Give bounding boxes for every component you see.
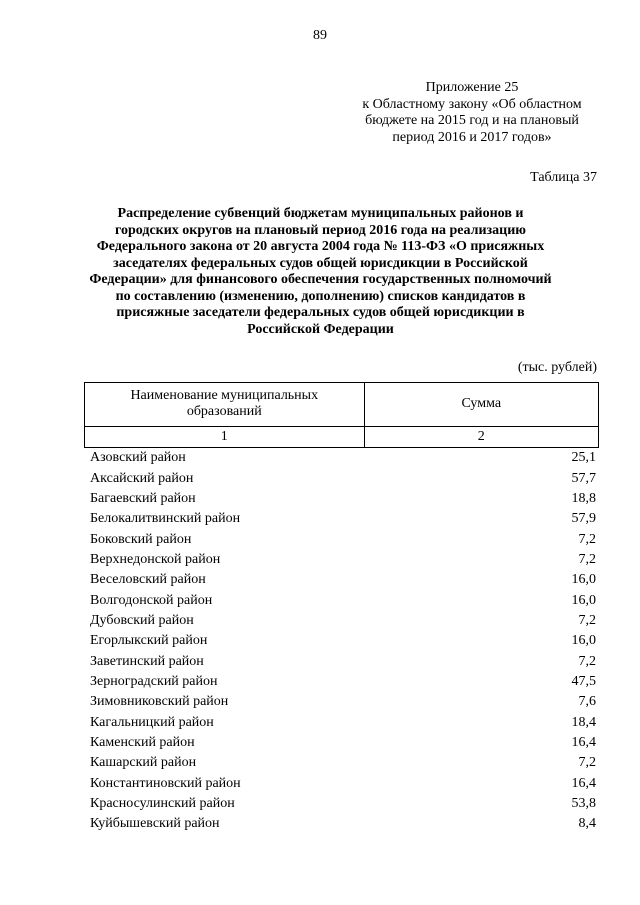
table-row [84, 611, 599, 631]
table-row [84, 651, 599, 671]
header-name-line: образований [186, 404, 262, 420]
title-line: присяжные заседатели федеральных судов общей юрисдикции в [116, 305, 525, 320]
amount-value: 7,2 [578, 612, 596, 628]
amount-value: 18,4 [571, 714, 596, 730]
district-name: Азовский район [90, 450, 186, 466]
amount-value: 7,6 [578, 694, 596, 710]
table-row [84, 509, 599, 529]
appendix-line: Приложение 25 [425, 80, 519, 95]
column-number-1: 1 [85, 426, 365, 447]
table-row [84, 489, 599, 509]
appendix-line: к Областному закону «Об областном [362, 96, 582, 112]
amount-value: 16,4 [571, 775, 596, 791]
title-line: городских округов на плановый период 2016 года на реализацию [114, 222, 527, 238]
amount-value: 16,0 [571, 592, 596, 608]
district-name: Каменский район [90, 734, 195, 750]
title-line: Распределение субвенций бюджетам муниципальных районов и [117, 206, 524, 221]
table-row [84, 814, 599, 834]
table-row [84, 570, 599, 590]
amount-value: 18,8 [571, 490, 596, 506]
header-name-line: Наименование муниципальных [130, 388, 319, 404]
amount-value: 16,4 [571, 734, 596, 750]
amount-value: 7,2 [578, 551, 596, 567]
amount-value: 7,2 [578, 755, 596, 771]
district-name: Кашарский район [90, 755, 197, 771]
title-line: Российской Федерации [247, 321, 394, 337]
amount-value: 57,7 [571, 470, 596, 486]
table-row [84, 753, 599, 773]
appendix-line: бюджете на 2015 год и на плановый [365, 113, 579, 128]
table-row [84, 590, 599, 610]
page-number: 89 [313, 28, 327, 43]
column-number-2: 2 [364, 426, 598, 447]
document-title [88, 206, 553, 338]
table-row [84, 468, 599, 488]
table-row [84, 733, 599, 753]
amount-value: 7,2 [578, 531, 596, 547]
units-label: (тыс. рублей) [517, 360, 597, 375]
table-row [84, 448, 599, 468]
amount-value: 8,4 [578, 816, 596, 832]
amount-value: 47,5 [571, 673, 596, 689]
district-name: Боковский район [90, 531, 192, 547]
district-name: Красносулинский район [90, 796, 235, 812]
table-body [84, 448, 599, 835]
district-name: Куйбышевский район [90, 816, 220, 832]
amount-value: 25,1 [571, 450, 596, 466]
table-row [84, 672, 599, 692]
district-name: Белокалитвинский район [90, 511, 241, 527]
amount-value: 53,8 [571, 796, 596, 812]
header-cell-sum: Сумма [364, 383, 598, 427]
district-name: Кагальницкий район [90, 714, 214, 730]
table-row [84, 529, 599, 549]
table-row [84, 692, 599, 712]
table-row [84, 631, 599, 651]
district-name: Аксайский район [90, 470, 194, 486]
district-name: Дубовский район [90, 612, 194, 628]
header-cell-name [85, 383, 365, 427]
title-line: Федерального закона от 20 августа 2004 года № 113-ФЗ «О присяжных [96, 239, 545, 254]
district-name: Багаевский район [90, 490, 196, 506]
amount-value: 16,0 [571, 633, 596, 649]
title-line: заседателях федеральных судов общей юрисдикции в Российской [113, 255, 528, 271]
appendix-line: период 2016 и 2017 годов» [392, 129, 552, 145]
table-row [84, 794, 599, 814]
table-row [84, 774, 599, 794]
title-line: Федерации» для финансового обеспечения государственных полномочий [89, 272, 552, 287]
district-name: Веселовский район [90, 572, 206, 588]
table-row [84, 550, 599, 570]
amount-value: 16,0 [571, 572, 596, 588]
amount-value: 7,2 [578, 653, 596, 669]
table-row [84, 712, 599, 732]
amount-value: 57,9 [571, 511, 596, 527]
district-name: Волгодонской район [90, 592, 213, 608]
table-number-label: Таблица 37 [530, 170, 597, 185]
title-line: по составлению (изменению, дополнению) списков кандидатов в [115, 288, 526, 304]
district-name: Егорлыкский район [90, 633, 208, 649]
district-name: Заветинский район [90, 653, 204, 669]
district-name: Зерноградский район [90, 673, 218, 689]
district-name: Зимовниковский район [90, 694, 229, 710]
table-header [84, 382, 599, 448]
appendix-reference [336, 80, 608, 146]
district-name: Верхнедонской район [90, 551, 221, 567]
district-name: Константиновский район [90, 775, 241, 791]
